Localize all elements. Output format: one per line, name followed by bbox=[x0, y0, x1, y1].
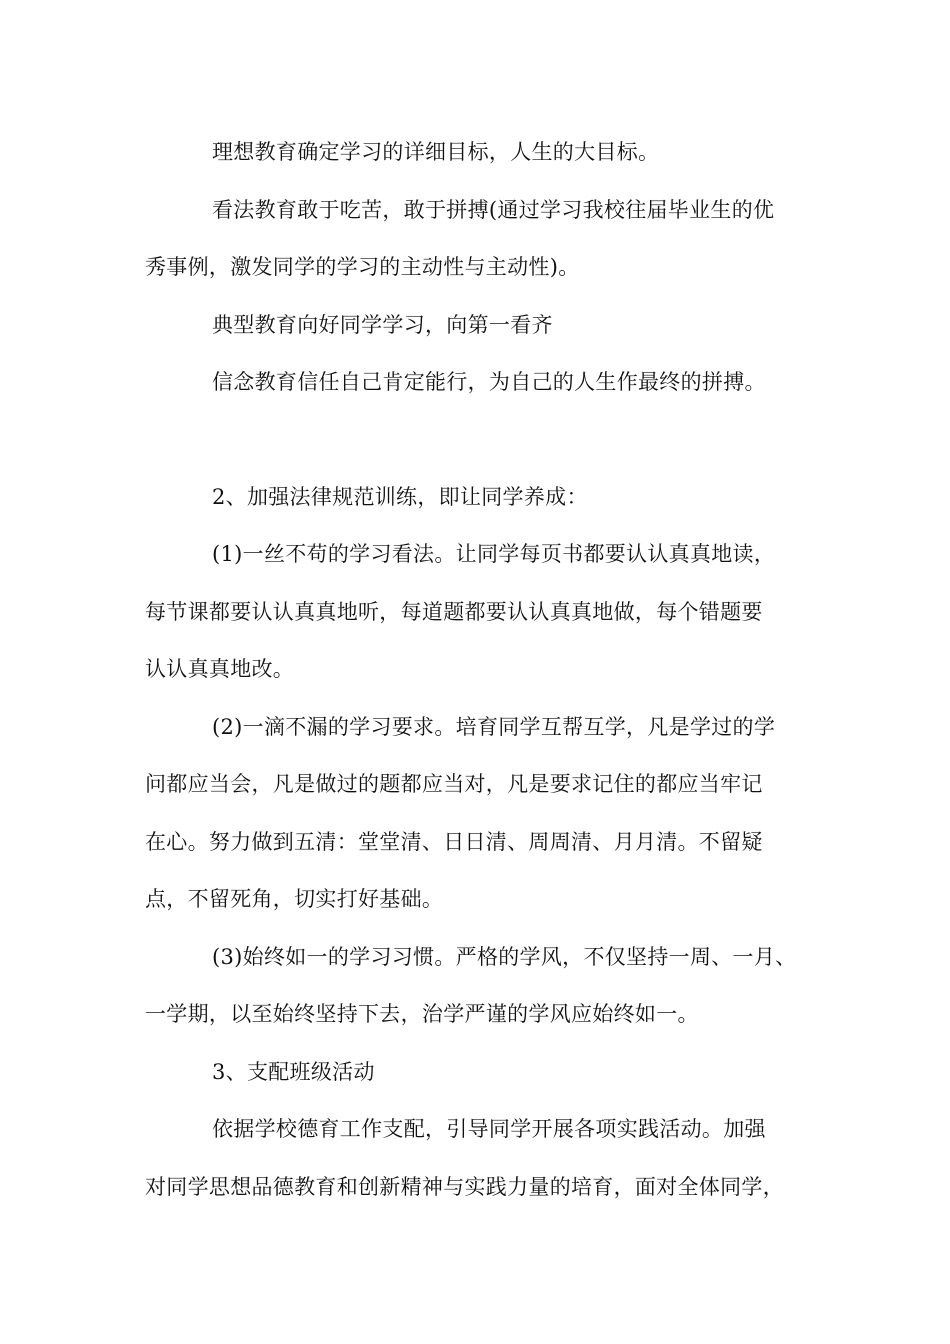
text-line: 在心。努力做到五清：堂堂清、日日清、周周清、月月清。不留疑 bbox=[145, 830, 763, 854]
text-line: 问都应当会，凡是做过的题都应当对，凡是要求记住的都应当牢记 bbox=[145, 772, 763, 796]
text-line: 依据学校德育工作支配，引导同学开展各项实践活动。加强 bbox=[212, 1117, 766, 1141]
text-line: 信念教育信任自己肯定能行，为自己的人生作最终的拼搏。 bbox=[212, 370, 766, 394]
text-line: 一学期，以至始终坚持下去，治学严谨的学风应始终如一。 bbox=[145, 1002, 699, 1026]
section-heading: 3、支配班级活动 bbox=[212, 1060, 375, 1084]
text-line: 秀事例，激发同学的学习的主动性与主动性)。 bbox=[145, 255, 580, 279]
text-line: 认认真真地改。 bbox=[145, 657, 295, 681]
text-line: 看法教育敢于吃苦，敢于拼搏(通过学习我校往届毕业生的优 bbox=[212, 198, 775, 222]
text-line: (3)始终如一的学习习惯。严格的学风，不仅坚持一周、一月、 bbox=[212, 945, 797, 969]
text-line: 典型教育向好同学学习，向第一看齐 bbox=[212, 313, 553, 337]
text-line: 理想教育确定学习的详细目标，人生的大目标。 bbox=[212, 140, 660, 164]
text-line: (2)一滴不漏的学习要求。培育同学互帮互学，凡是学过的学 bbox=[212, 715, 776, 739]
text-line: 点，不留死角，切实打好基础。 bbox=[145, 887, 444, 911]
text-line: 每节课都要认认真真地听，每道题都要认认真真地做，每个错题要 bbox=[145, 600, 763, 624]
text-line: (1)一丝不苟的学习看法。让同学每页书都要认认真真地读， bbox=[212, 542, 776, 566]
section-heading: 2、加强法律规范训练，即让同学养成： bbox=[212, 485, 588, 509]
text-line: 对同学思想品德教育和创新精神与实践力量的培育，面对全体同学， bbox=[145, 1175, 784, 1199]
